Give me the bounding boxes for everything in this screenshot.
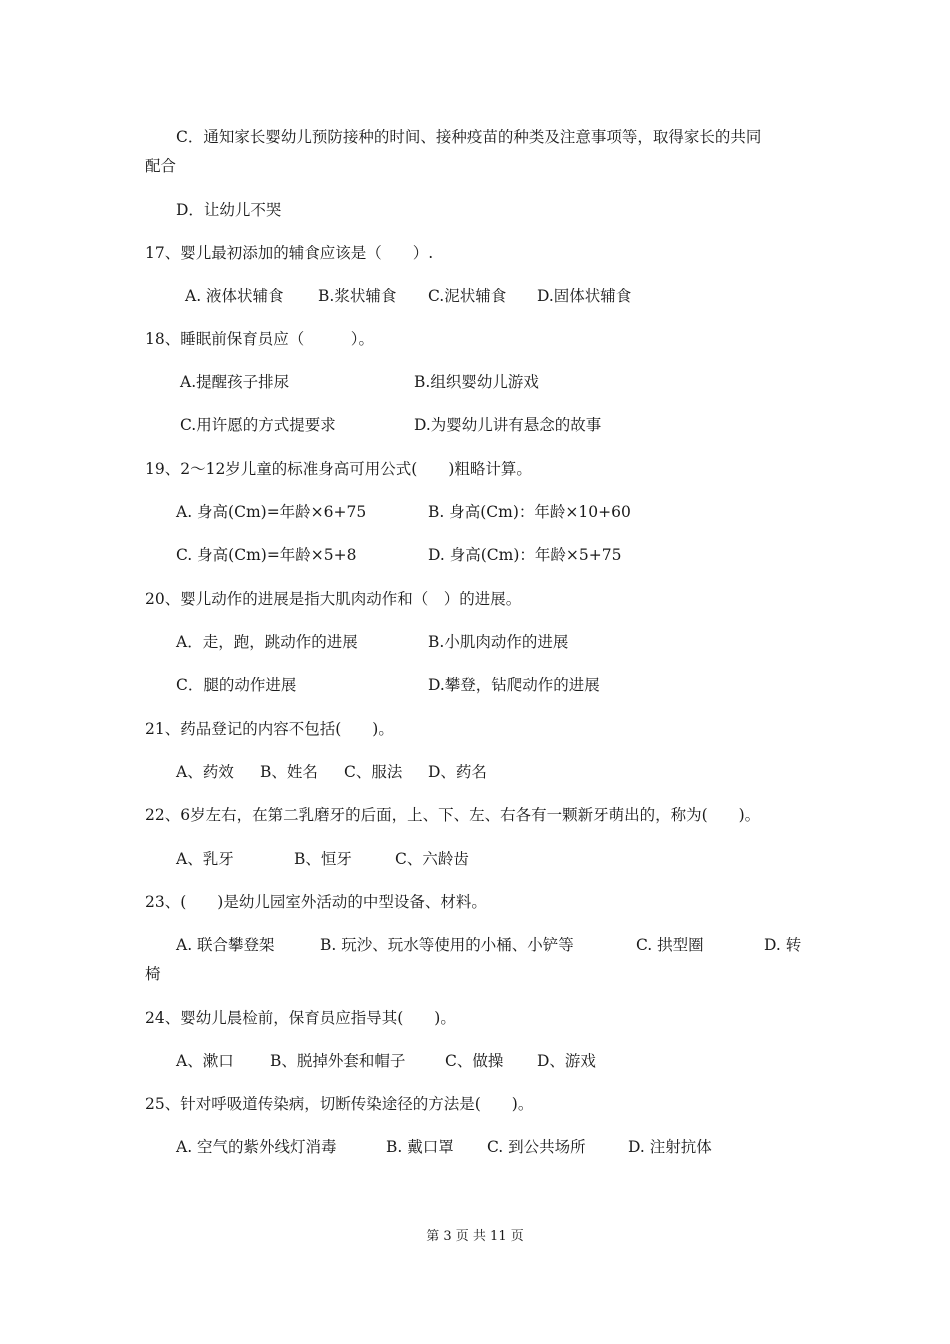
q24-option-a: A、漱口 <box>176 1052 234 1070</box>
q18-option-c: C.用许愿的方式提要求 <box>180 416 336 434</box>
q24-option-c: C、做操 <box>445 1052 504 1070</box>
q23-option-a: A. 联合攀登架 <box>176 936 275 954</box>
question-21: 21、药品登记的内容不包括( )。 <box>145 720 394 738</box>
q19-option-c: C. 身高(Cm)=年龄×5+8 <box>176 546 357 564</box>
q24-option-d: D、游戏 <box>537 1052 596 1070</box>
question-17: 17、婴儿最初添加的辅食应该是（ ）. <box>145 244 434 262</box>
q25-option-b: B. 戴口罩 <box>386 1138 454 1156</box>
q21-option-d: D、药名 <box>428 763 487 781</box>
q24-option-b: B、脱掉外套和帽子 <box>270 1052 406 1070</box>
question-20: 20、婴儿动作的进展是指大肌肉动作和（ ）的进展。 <box>145 590 522 608</box>
q16-option-c-line2: 配合 <box>145 157 177 175</box>
q18-option-d: D.为婴幼儿讲有悬念的故事 <box>414 416 602 434</box>
q23-option-c: C. 拱型圈 <box>636 936 704 954</box>
question-19: 19、2～12岁儿童的标准身高可用公式( )粗略计算。 <box>145 460 532 478</box>
q20-option-d: D.攀登，钻爬动作的进展 <box>428 676 600 694</box>
q16-option-d: D．让幼儿不哭 <box>176 201 282 219</box>
q19-option-a: A. 身高(Cm)=年龄×6+75 <box>176 503 367 521</box>
q17-option-b: B.浆状辅食 <box>318 287 397 305</box>
q22-option-c: C、六龄齿 <box>395 850 469 868</box>
q23-option-d-cont: 椅 <box>145 965 161 983</box>
q20-option-b: B.小肌肉动作的进展 <box>428 633 569 651</box>
q19-option-d: D. 身高(Cm)：年龄×5+75 <box>428 546 622 564</box>
q21-option-b: B、姓名 <box>260 763 318 781</box>
q25-option-c: C. 到公共场所 <box>487 1138 586 1156</box>
q17-option-a: A. 液体状辅食 <box>185 287 284 305</box>
q19-option-b: B. 身高(Cm)：年龄×10+60 <box>428 503 631 521</box>
q22-option-a: A、乳牙 <box>176 850 234 868</box>
q25-option-a: A. 空气的紫外线灯消毒 <box>176 1138 337 1156</box>
q18-option-b: B.组织婴幼儿游戏 <box>414 373 539 391</box>
q20-option-a: A．走，跑，跳动作的进展 <box>176 633 358 651</box>
q22-option-b: B、恒牙 <box>294 850 352 868</box>
q23-option-b: B. 玩沙、玩水等使用的小桶、小铲等 <box>320 936 574 954</box>
question-22: 22、6岁左右，在第二乳磨牙的后面，上、下、左、右各有一颗新牙萌出的，称为( )。 <box>145 806 761 824</box>
q17-option-c: C.泥状辅食 <box>428 287 507 305</box>
q16-option-c-line1: C．通知家长婴幼儿预防接种的时间、接种疫苗的种类及注意事项等，取得家长的共同 <box>176 128 762 146</box>
question-18: 18、睡眠前保育员应（ ）。 <box>145 330 374 348</box>
q21-option-c: C、服法 <box>344 763 403 781</box>
q18-option-a: A.提醒孩子排尿 <box>180 373 290 391</box>
page-footer: 第 3 页 共 11 页 <box>426 1229 524 1244</box>
q17-option-d: D.固体状辅食 <box>537 287 632 305</box>
q20-option-c: C．腿的动作进展 <box>176 676 297 694</box>
question-23: 23、( )是幼儿园室外活动的中型设备、材料。 <box>145 893 487 911</box>
q23-option-d: D. 转 <box>764 936 802 954</box>
question-25: 25、针对呼吸道传染病，切断传染途径的方法是( )。 <box>145 1095 534 1113</box>
q21-option-a: A、药效 <box>176 763 234 781</box>
question-24: 24、婴幼儿晨检前，保育员应指导其( )。 <box>145 1009 456 1027</box>
q25-option-d: D. 注射抗体 <box>628 1138 712 1156</box>
